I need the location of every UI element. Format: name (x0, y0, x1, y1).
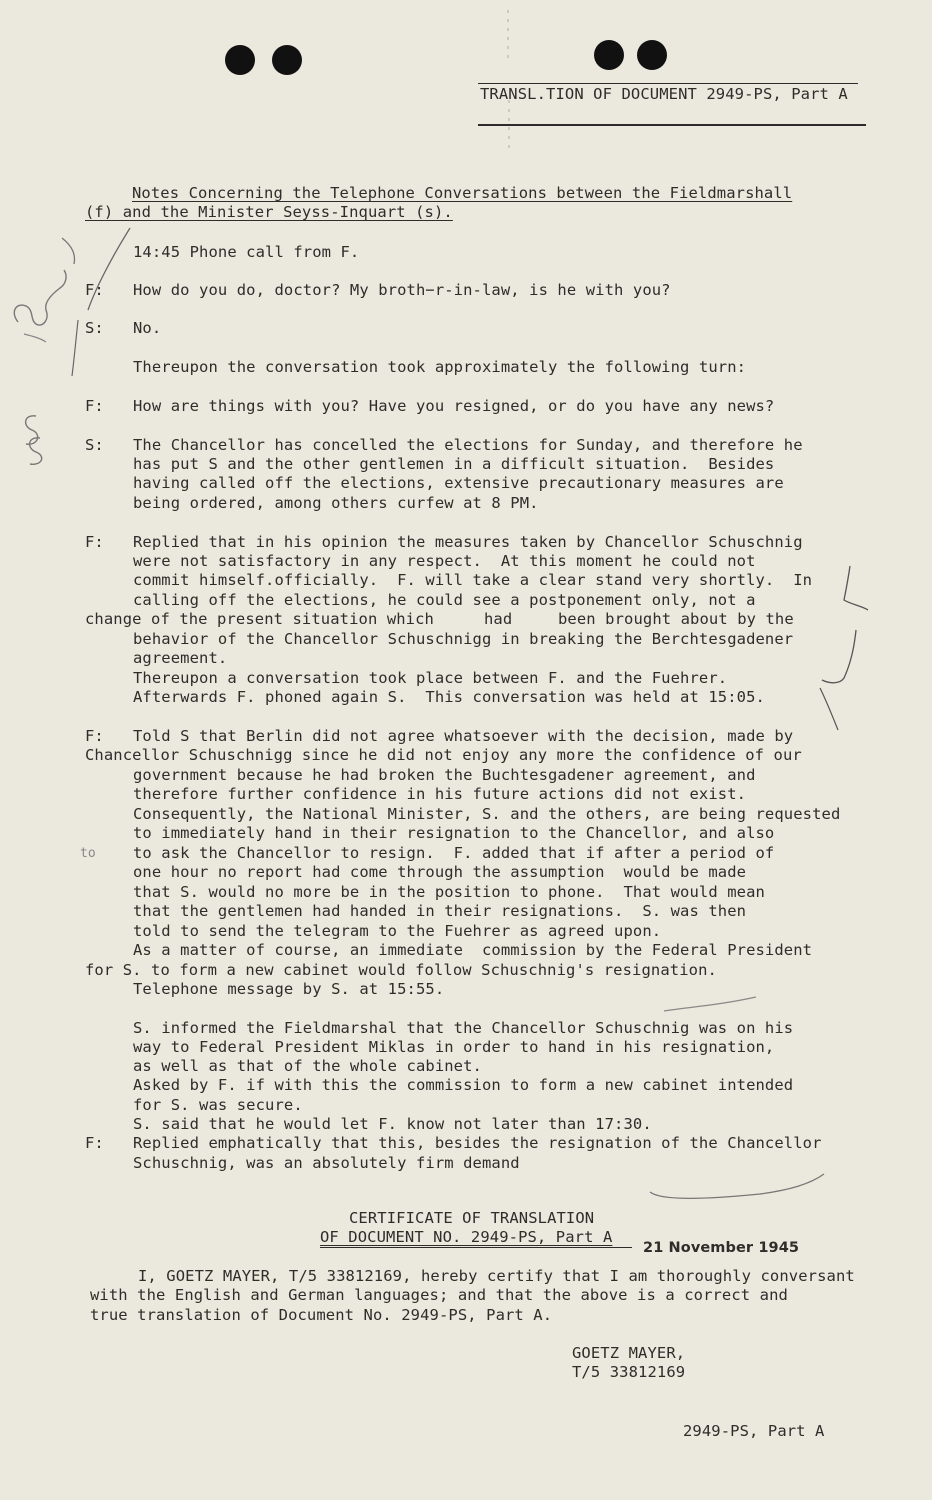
punch-mark-top (500, 0, 520, 170)
heading-line-1: Notes Concerning the Telephone Conversations between the Fieldmarshall (132, 184, 793, 202)
body-line: been brought about by the (558, 610, 794, 628)
body-line: Replied emphatically that this, besides the resignation of the Chancellor (133, 1134, 822, 1152)
pencil-scribble-2 (640, 1170, 830, 1210)
certificate-text: with the English and German languages; and that the above is a correct and (90, 1286, 788, 1304)
pencil-bracket-right (810, 560, 880, 740)
body-line: way to Federal President Miklas in order to hand in his resignation, (133, 1038, 775, 1056)
pencil-scribble-1 (660, 993, 770, 1017)
pencil-initials-ss (6, 408, 56, 468)
body-line: has put S and the other gentlemen in a difficult situation. Besides (133, 455, 775, 473)
body-line: Thereupon the conversation took approximately the following turn: (133, 358, 747, 376)
body-line: Consequently, the National Minister, S. and the others, are being requested (133, 805, 841, 823)
body-line: Chancellor Schuschnigg since he did not enjoy any more the confidence of our (85, 746, 802, 764)
header-title: TRANSL.TION OF DOCUMENT 2949-PS, Part A (480, 85, 848, 103)
body-line: having called off the elections, extensive precautionary measures are (133, 474, 784, 492)
body-line: commit himself.officially. F. will take a clear stand very shortly. In (133, 571, 813, 589)
body-line: for S. to form a new cabinet would follow Schuschnig's resignation. (85, 961, 717, 979)
body-line: How do you do, doctor? My broth−r-in-law, is he with you? (133, 281, 671, 299)
body-line: government because he had broken the Buchtesgadener agreement, and (133, 766, 756, 784)
certificate-title: CERTIFICATE OF TRANSLATION (349, 1209, 595, 1227)
translator-name: GOETZ MAYER, (572, 1344, 686, 1362)
speaker-label: F: (85, 727, 104, 745)
body-line: No. (133, 319, 162, 337)
punch-hole-3 (594, 40, 624, 70)
body-line: agreement. (133, 649, 228, 667)
body-line: S. said that he would let F. know not later than 17:30. (133, 1115, 652, 1133)
heading-line-2: (f) and the Minister Seyss-Inquart (s). (85, 203, 453, 221)
body-line: S. informed the Fieldmarshal that the Chancellor Schuschnig was on his (133, 1019, 794, 1037)
header-bottom-rule (478, 124, 866, 126)
body-line: one hour no report had come through the assumption would be made (133, 863, 747, 881)
body-line: Thereupon a conversation took place between F. and the Fuehrer. (133, 669, 728, 687)
body-line: Told S that Berlin did not agree whatsoever with the decision, made by (133, 727, 794, 745)
body-line: How are things with you? Have you resigned, or do you have any news? (133, 397, 775, 415)
body-line: that the gentlemen had handed in their resignations. S. was then (133, 902, 747, 920)
certificate-date: 21 November 1945 (643, 1240, 800, 1256)
speaker-label: S: (85, 436, 104, 454)
certificate-rule (320, 1247, 632, 1248)
body-line: as well as that of the whole cabinet. (133, 1057, 482, 1075)
body-line: to ask the Chancellor to resign. F. added that if after a period of (133, 844, 775, 862)
certificate-text: I, GOETZ MAYER, T/5 33812169, hereby certify that I am thoroughly conversant (138, 1267, 855, 1285)
body-line: As a matter of course, an immediate commission by the Federal President (133, 941, 813, 959)
body-line: Asked by F. if with this the commission to form a new cabinet intended (133, 1076, 794, 1094)
pencil-initials (6, 262, 76, 352)
body-line: calling off the elections, he could see a postponement only, not a (133, 591, 756, 609)
body-line: change of the present situation which (85, 610, 434, 628)
body-line: The Chancellor has concelled the elections for Sunday, and therefore he (133, 436, 803, 454)
certificate-subtitle: OF DOCUMENT NO. 2949-PS, Part A (320, 1228, 613, 1246)
punch-hole-2 (272, 45, 302, 75)
punch-hole-1 (225, 45, 255, 75)
body-line: therefore further confidence in his future actions did not exist. (133, 785, 747, 803)
header-top-rule (478, 83, 858, 84)
certificate-text: true translation of Document No. 2949-PS, Part A. (90, 1306, 553, 1324)
speaker-label: F: (85, 397, 104, 415)
body-line: had (484, 610, 513, 628)
speaker-label: F: (85, 1134, 104, 1152)
body-line: told to send the telegram to the Fuehrer as agreed upon. (133, 922, 662, 940)
body-line: Afterwards F. phoned again S. This conversation was held at 15:05. (133, 688, 765, 706)
body-line: Replied that in his opinion the measures taken by Chancellor Schuschnig (133, 533, 803, 551)
speaker-label: S: (85, 319, 104, 337)
body-line: behavior of the Chancellor Schuschnigg in breaking the Berchtesgadener (133, 630, 794, 648)
body-line: that S. would no more be in the position to phone. That would mean (133, 883, 765, 901)
body-line: Schuschnig, was an absolutely firm demand (133, 1154, 520, 1172)
body-line: to immediately hand in their resignation to the Chancellor, and also (133, 824, 775, 842)
body-line: for S. was secure. (133, 1096, 303, 1114)
body-line: were not satisfactory in any respect. At this moment he could not (133, 552, 756, 570)
body-line: Telephone message by S. at 15:55. (133, 980, 445, 998)
speaker-label: F: (85, 533, 104, 551)
margin-note: to (80, 846, 96, 861)
body-line: being ordered, among others curfew at 8 PM. (133, 494, 539, 512)
body-line: 14:45 Phone call from F. (133, 243, 360, 261)
translator-serial: T/5 33812169 (572, 1363, 686, 1381)
punch-hole-4 (637, 40, 667, 70)
speaker-label: F: (85, 281, 104, 299)
footer-reference: 2949-PS, Part A (683, 1422, 825, 1440)
